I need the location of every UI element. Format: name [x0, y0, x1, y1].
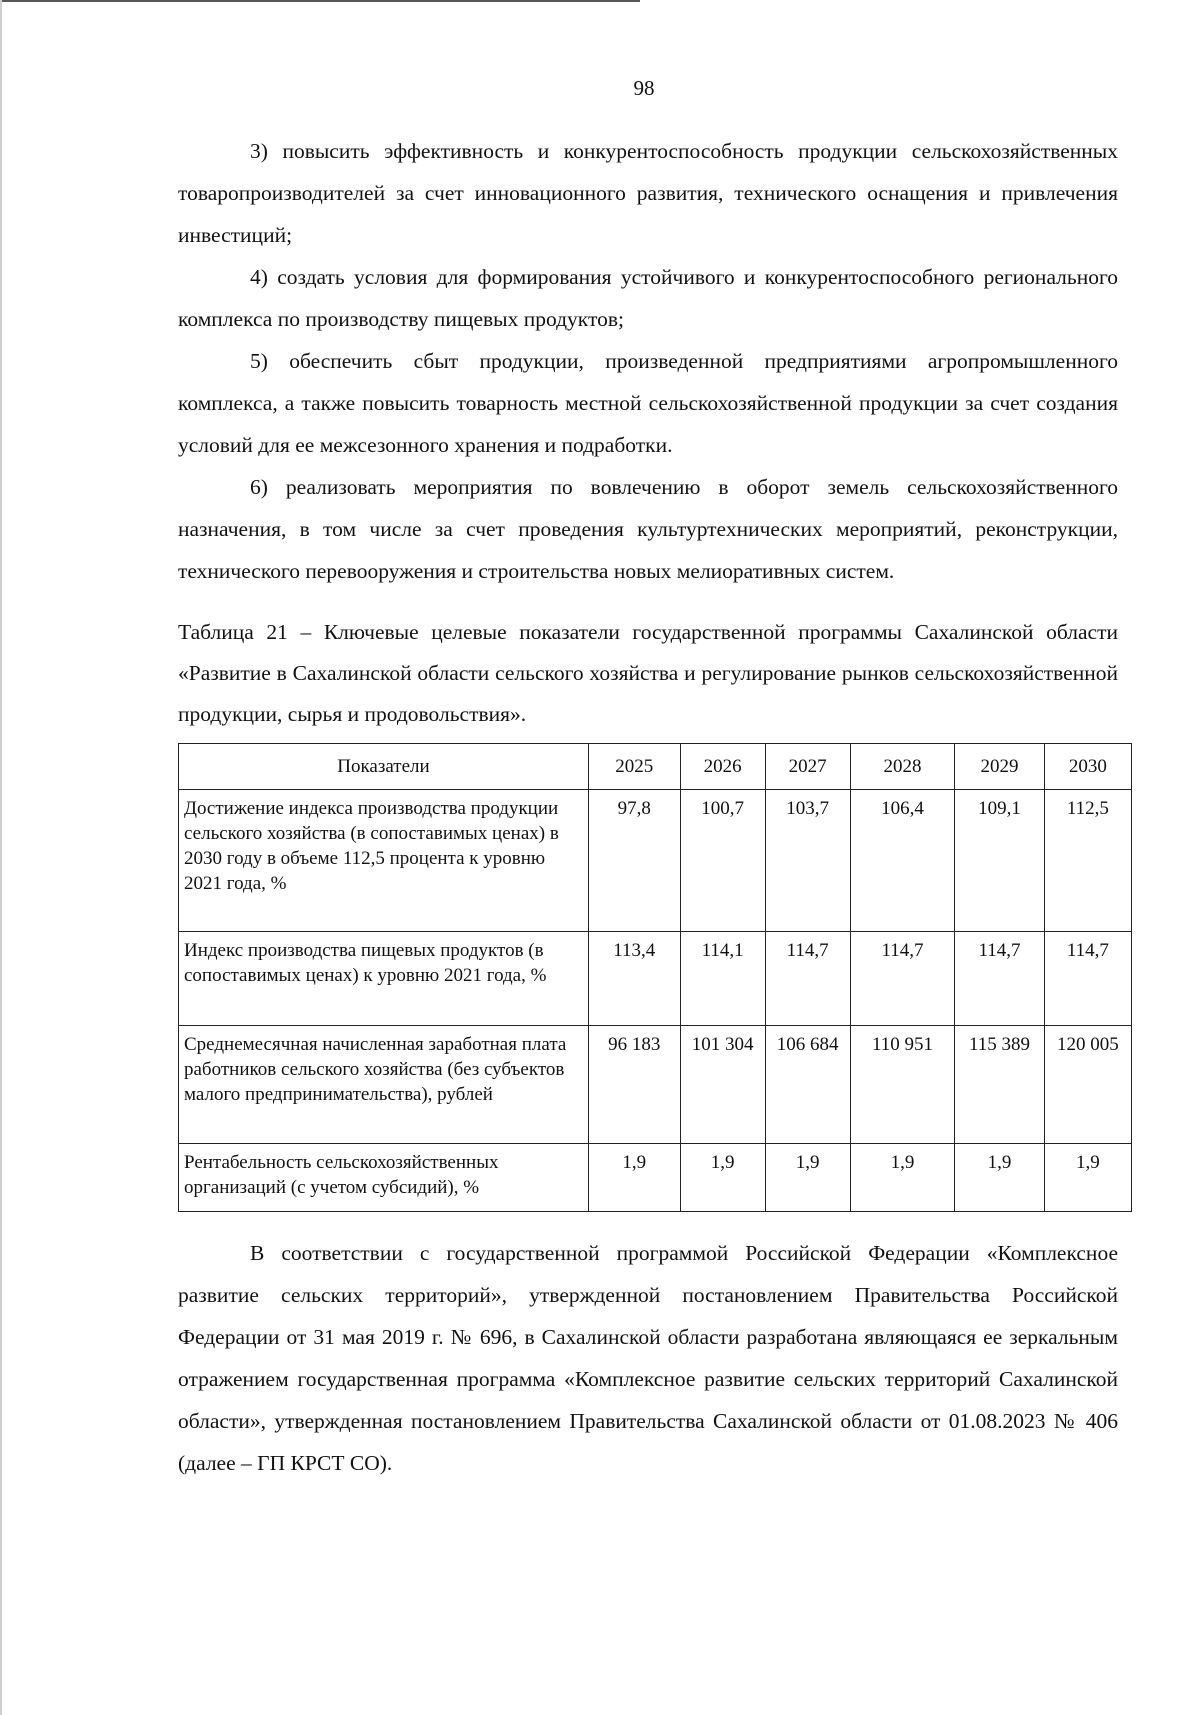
header-year-2030: 2030	[1044, 744, 1131, 790]
table-caption: Таблица 21 – Ключевые целевые показатели государственной программы Сахалинской области «Развитие в Сахалинской области сельского хозяйства и регулирование рынков сельскохозяйственной продукции, сырья и продовольствия».	[178, 620, 1118, 726]
scan-edge-left	[0, 0, 2, 1715]
cell-value: 103,7	[765, 790, 850, 932]
document-body	[178, 130, 1118, 1484]
cell-value: 115 389	[955, 1026, 1044, 1144]
cell-value: 96 183	[588, 1026, 680, 1144]
row-label: Среднемесячная начисленная заработная плата работников сельского хозяйства (без субъектов малого предпринимательства), рублей	[179, 1026, 589, 1144]
paragraph-item-6: 6) реализовать мероприятия по вовлечению в оборот земель сельскохозяйственного назначения, в том числе за счет проведения культуртехнических мероприятий, реконструкции, технического перевооружения и строительства новых мелиоративных систем.	[178, 475, 1118, 583]
table-row	[179, 790, 1132, 932]
cell-value: 114,7	[850, 932, 955, 1026]
cell-value: 100,7	[680, 790, 765, 932]
indicators-table	[178, 743, 1132, 1212]
cell-value: 114,7	[765, 932, 850, 1026]
cell-value: 114,7	[955, 932, 1044, 1026]
page-number: 98	[633, 76, 655, 100]
paragraph-item-3: 3) повысить эффективность и конкурентоспособность продукции сельскохозяйственных товаропроизводителей за счет инновационного развития, технического оснащения и привлечения инвестиций;	[178, 139, 1118, 247]
cell-value: 101 304	[680, 1026, 765, 1144]
cell-value: 109,1	[955, 790, 1044, 932]
cell-value: 1,9	[1044, 1144, 1131, 1212]
cell-value: 97,8	[588, 790, 680, 932]
header-year-2029: 2029	[955, 744, 1044, 790]
cell-value: 112,5	[1044, 790, 1131, 932]
table-header-row	[179, 744, 1132, 790]
header-year-2027: 2027	[765, 744, 850, 790]
paragraph-item-5: 5) обеспечить сбыт продукции, произведенной предприятиями агропромышленного комплекса, а также повысить товарность местной сельскохозяйственной продукции за счет создания условий для ее межсезонного хранения и подработки.	[178, 349, 1118, 457]
table-row	[179, 1026, 1132, 1144]
cell-value: 1,9	[850, 1144, 955, 1212]
header-indicators: Показатели	[179, 744, 589, 790]
cell-value: 106,4	[850, 790, 955, 932]
row-label: Достижение индекса производства продукции сельского хозяйства (в сопоставимых ценах) в 2030 году в объеме 112,5 процента к уровню 2021 года, %	[179, 790, 589, 932]
cell-value: 114,7	[1044, 932, 1131, 1026]
cell-value: 110 951	[850, 1026, 955, 1144]
cell-value: 113,4	[588, 932, 680, 1026]
paragraph-program: В соответствии с государственной программой Российской Федерации «Комплексное развитие сельских территорий», утвержденной постановлением Правительства Российской Федерации от 31 мая 2019 г. № 696, в Сахалинской области разработана являющаяся ее зеркальным отражением государственная программа «Комплексное развитие сельских территорий Сахалинской области», утвержденная постановлением Правительства Сахалинской области от 01.08.2023 № 406 (далее – ГП КРСТ СО).	[178, 1241, 1118, 1475]
paragraph-item-4: 4) создать условия для формирования устойчивого и конкурентоспособного регионального комплекса по производству пищевых продуктов;	[178, 265, 1118, 331]
header-year-2028: 2028	[850, 744, 955, 790]
row-label: Индекс производства пищевых продуктов (в сопоставимых ценах) к уровню 2021 года, %	[179, 932, 589, 1026]
cell-value: 106 684	[765, 1026, 850, 1144]
row-label: Рентабельность сельскохозяйственных организаций (с учетом субсидий), %	[179, 1144, 589, 1212]
cell-value: 1,9	[955, 1144, 1044, 1212]
table-row	[179, 932, 1132, 1026]
cell-value: 120 005	[1044, 1026, 1131, 1144]
cell-value: 114,1	[680, 932, 765, 1026]
header-year-2025: 2025	[588, 744, 680, 790]
cell-value: 1,9	[765, 1144, 850, 1212]
cell-value: 1,9	[588, 1144, 680, 1212]
scan-edge-top	[0, 0, 640, 2]
header-year-2026: 2026	[680, 744, 765, 790]
table-row	[179, 1144, 1132, 1212]
cell-value: 1,9	[680, 1144, 765, 1212]
